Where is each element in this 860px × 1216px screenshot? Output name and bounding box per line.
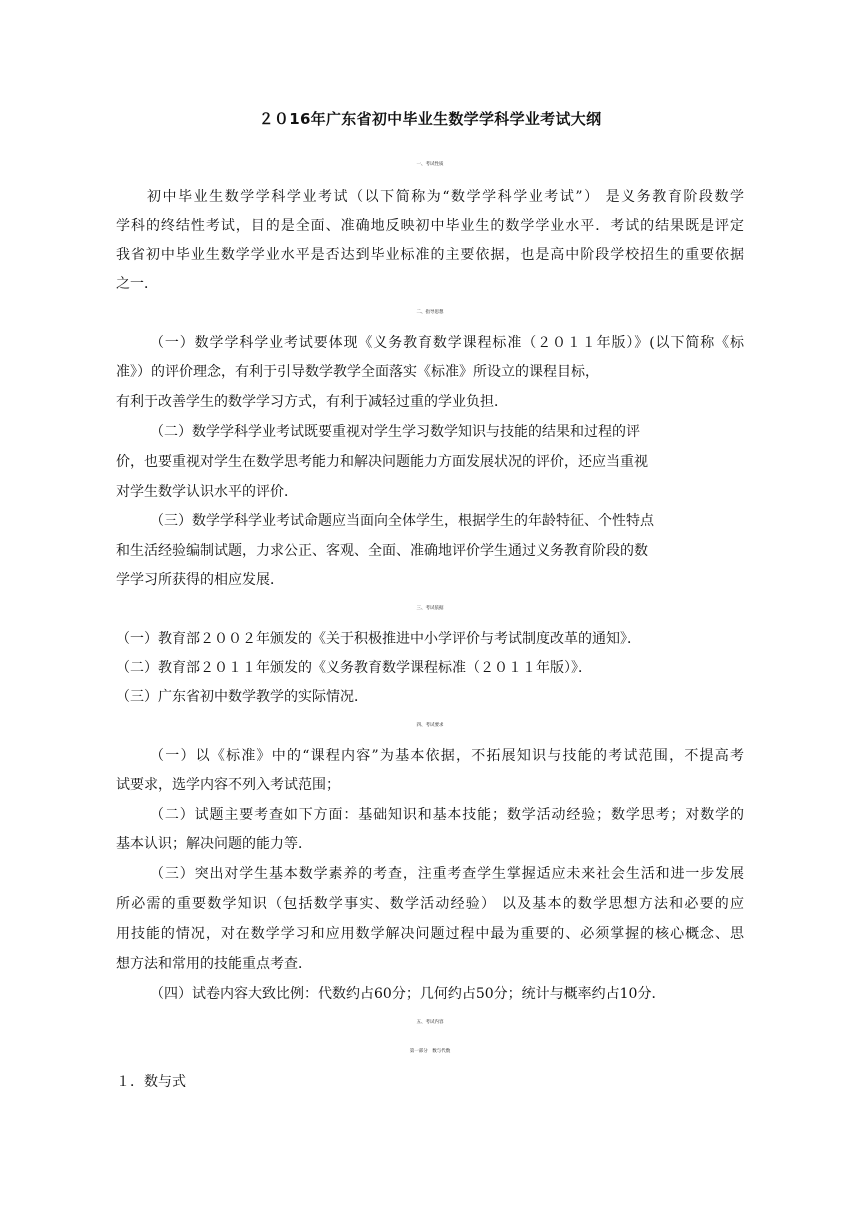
- paragraph-line: 基本认识；解决问题的能力等．: [116, 836, 312, 852]
- paragraph-line: 试要求，选学内容不列入考试范围；: [116, 777, 340, 793]
- paragraph-line: （三）广东省初中数学教学的实际情况．: [116, 689, 368, 705]
- paragraph-line: （二）试题主要考查如下方面：基础知识和基本技能；数学活动经验；数学思考；对数学的: [150, 807, 744, 823]
- paragraph-line: （二）数学学科学业考试既要重视对学生学习数学知识与技能的结果和过程的评: [150, 424, 640, 440]
- paragraph-line: （一）数学学科学业考试要体现《义务教育数学课程标准（２０１１年版）》(以下简称《标: [150, 335, 744, 351]
- section-heading-2: 二、指导思想: [416, 310, 444, 315]
- paragraph-line: （三）数学学科学业考试命题应当面向全体学生，根据学生的年龄特征、个性特点: [150, 513, 654, 529]
- paragraph-line: 所必需的重要数学知识（包括数学事实、数学活动经验） 以及基本的数学思想方法和必要的应: [116, 896, 744, 912]
- section-heading-4: 四、考试要求: [416, 723, 444, 728]
- section-heading-3: 三、考试依据: [416, 606, 444, 611]
- document-title: ２０16年广东省初中毕业生数学学科学业考试大纲: [258, 110, 602, 128]
- paragraph-line: （一）以《标准》中的“课程内容”为基本依据，不拓展知识与技能的考试范围，不提高考: [150, 748, 744, 764]
- subsection-item: １．数与式: [116, 1074, 186, 1090]
- paragraph-line: （一）教育部２００２年颁发的《关于积极推进中小学评价与考试制度改革的通知》．: [116, 631, 641, 647]
- paragraph-line: 我省初中毕业生数学学业水平是否达到毕业标准的主要依据，也是高中阶段学校招生的重要依据: [116, 247, 744, 263]
- paragraph-line: 之一．: [116, 276, 158, 292]
- part-heading: 第一部分 数与代数: [409, 1049, 451, 1054]
- paragraph-line: 用技能的情况，对在数学学习和应用数学解决问题过程中最为重要的、必须掌握的核心概念、思: [116, 926, 744, 942]
- paragraph-line: （二）教育部２０１１年颁发的《义务教育数学课程标准（２０１１年版）》．: [116, 660, 592, 676]
- paragraph-line: 对学生数学认识水平的评价．: [116, 484, 298, 500]
- paragraph-line: 学科的终结性考试，目的是全面、准确地反映初中毕业生的数学学业水平．考试的结果既是评定: [116, 218, 744, 234]
- paragraph-line: （三）突出对学生基本数学素养的考查，注重考查学生掌握适应未来社会生活和进一步发展: [150, 866, 744, 882]
- paragraph-line: （四）试卷内容大致比例：代数约占60分；几何约占50分；统计与概率约占10分．: [150, 986, 666, 1002]
- paragraph-line: 初中毕业生数学学科学业考试（以下简称为“数学学科学业考试”） 是义务教育阶段数学: [147, 189, 744, 205]
- paragraph-line: 价，也要重视对学生在数学思考能力和解决问题能力方面发展状况的评价，还应当重视: [116, 454, 648, 470]
- paragraph-line: 和生活经验编制试题，力求公正、客观、全面、准确地评价学生通过义务教育阶段的数: [116, 543, 648, 559]
- paragraph-line: 学学习所获得的相应发展．: [116, 572, 284, 588]
- paragraph-line: 有利于改善学生的数学学习方式，有利于减轻过重的学业负担．: [116, 394, 508, 410]
- paragraph-line: 想方法和常用的技能重点考查．: [116, 956, 312, 972]
- paragraph-line: 准》）的评价理念，有利于引导数学教学全面落实《标准》所设立的课程目标，: [116, 364, 599, 380]
- section-heading-1: 一、考试性质: [416, 162, 444, 167]
- section-heading-5: 五、考试内容: [416, 1020, 444, 1025]
